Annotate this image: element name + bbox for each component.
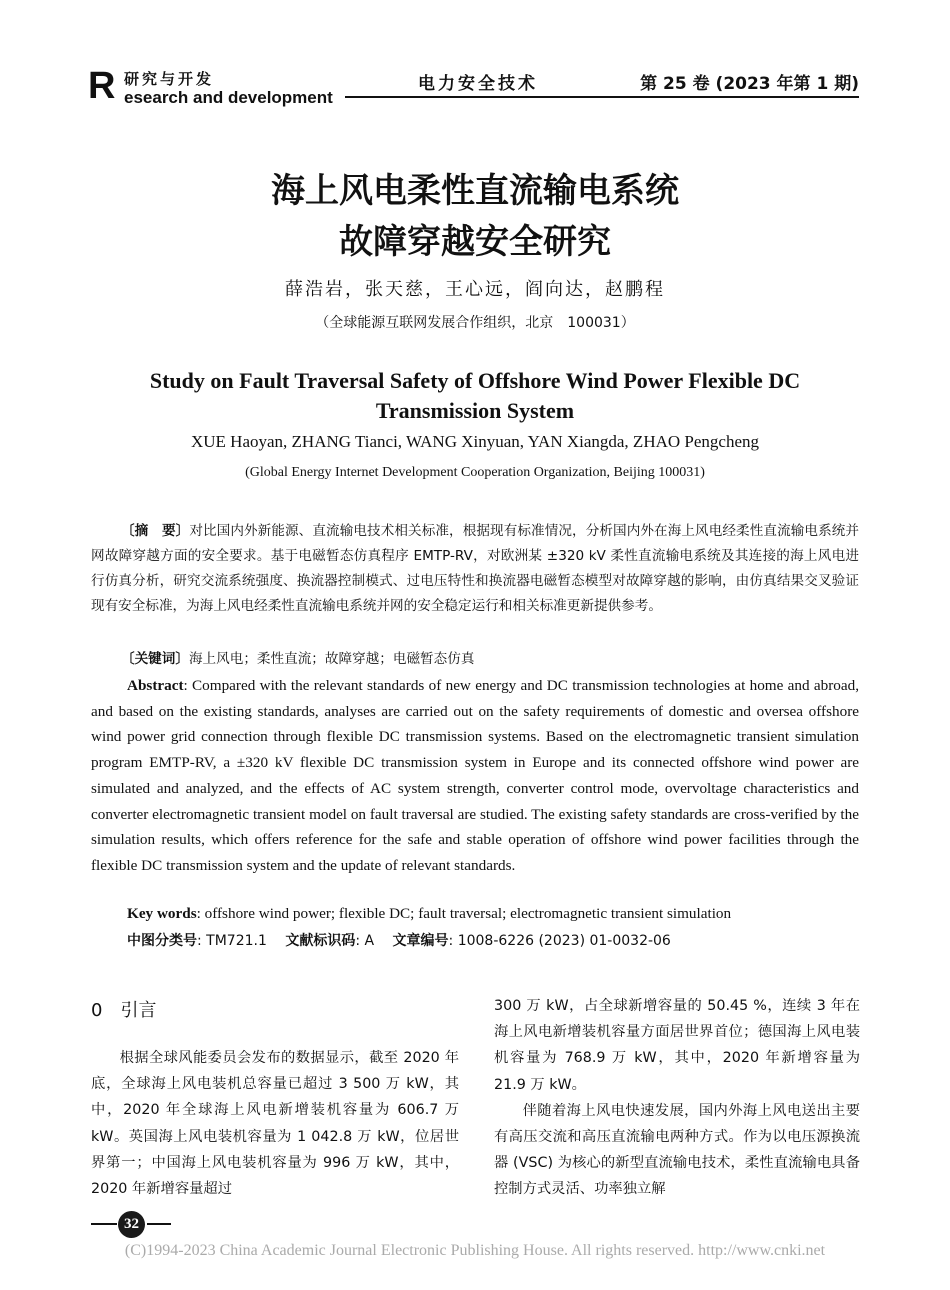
issue-info: 第 25 卷 (2023 年第 1 期): [640, 74, 859, 94]
abstract-en-text: : Compared with the relevant standards of new energy and DC transmission technologies at home and abroad, and based on the existing standards, analyses are carried out on the safety requirements of domestic and oversea offshore wind power grid connection through flexible DC transmission systems. Based on the electromagnetic transient simulation program EMTP-RV, a ±320 kV flexible DC transmission system in Europe and its connected offshore wind power are simulated and analyzed, and the effects of AC system strength, converter control mode, overvoltage characteristics and converter electromagnetic transient model on fault traversal are studied. The existing safety standards are cross-verified by the simulation results, which offers reference for the safe and stable operation of offshore wind power facilities through the flexible DC transmission system and the update of relevant standards.: [91, 677, 859, 874]
page-number-rule-right: [147, 1223, 171, 1225]
abstract-en: [91, 673, 859, 879]
body-paragraph: 300 万 kW，占全球新增容量的 50.45 %，连续 3 年在海上风电新增装机容量方面居世界首位；德国海上风电装机容量为 768.9 万 kW，其中，2020 年新增容量为 21.9 万 kW。: [494, 998, 860, 1093]
doc-code-value: : A: [355, 933, 375, 949]
title-cn-line-1: 海上风电柔性直流输电系统: [271, 171, 679, 211]
section-label-en: esearch and development: [124, 88, 333, 107]
doc-code-label: 文献标识码: [285, 933, 356, 949]
journal-name: 电力安全技术: [418, 74, 538, 94]
section-title: 引言: [120, 1000, 157, 1021]
title-en-line-1: Study on Fault Traversal Safety of Offshore Wind Power Flexible DC: [149, 368, 801, 393]
keywords-cn: [91, 647, 859, 672]
body-paragraph: 伴随着海上风电快速发展，国内外海上风电送出主要有高压交流和高压直流输电两种方式。作为以电压源换流器 (VSC) 为核心的新型直流输电技术，柔性直流输电具备控制方式灵活、功率独立解: [494, 1102, 860, 1198]
page-number-rule-left: [91, 1223, 117, 1225]
keywords-cn-label: 〔关键词〕: [121, 651, 189, 667]
authors-en: XUE Haoyan, ZHANG Tianci, WANG Xinyuan, YAN Xiangda, ZHAO Pengcheng: [190, 432, 759, 451]
section-number: 0: [91, 1000, 103, 1021]
abstract-cn-label: 〔摘 要〕: [121, 523, 190, 539]
keywords-cn-text: 海上风电；柔性直流；故障穿越；电磁暂态仿真: [188, 651, 475, 667]
abstract-cn-text: 对比国内外新能源、直流输电技术相关标准，根据现有标准情况，分析国内外在海上风电经柔性直流输电系统并网故障穿越方面的安全要求。基于电磁暂态仿真程序 EMTP-RV，对欧洲某 ±320 kV 柔性直流输电系统及其连接的海上风电进行仿真分析，研究交流系统强度、换流器控制模式、过电压特性和换流器电磁暂态模型对故障穿越的影响，由仿真结果交叉验证现有安全标准，为海上风电经柔性直流输电系统并网的安全稳定运行和相关标准更新提供参考。: [91, 523, 859, 614]
title-cn-line-2: 故障穿越安全研究: [339, 222, 611, 262]
abstract-en-label: Abstract: [127, 677, 184, 694]
authors-cn: 薛浩岩，张天慈，王心远，阎向达，赵鹏程: [285, 279, 665, 300]
abstract-cn: [91, 519, 859, 619]
body-paragraph: 根据全球风能委员会发布的数据显示，截至 2020 年底，全球海上风电装机总容量已超过 3 500 万 kW，其中，2020 年全球海上风电新增装机容量为 606.7 万 kW。英国海上风电装机容量为 1 042.8 万 kW，位居世界第一；中国海上风电装机容量为 996 万 kW，其中，2020 年新增容量超过: [91, 1050, 459, 1198]
section-logo-letter: R: [88, 65, 116, 107]
affiliation-en: (Global Energy Internet Development Cooperation Organization, Beijing 100031): [245, 465, 705, 480]
page-number: 32: [118, 1211, 145, 1238]
body-left-column: [91, 1045, 459, 1202]
section-heading: [91, 996, 156, 1022]
clc-label: 中图分类号: [127, 933, 197, 949]
article-no-label: 文章编号: [392, 933, 449, 949]
keywords-en-text: : offshore wind power; flexible DC; fault traversal; electromagnetic transient simulation: [196, 905, 732, 922]
keywords-en: [127, 905, 731, 923]
article-no-value: : 1008-6226 (2023) 01-0032-06: [448, 933, 671, 949]
section-label-cn: 研究与开发: [124, 70, 215, 88]
copyright-footer: (C)1994-2023 China Academic Journal Electronic Publishing House. All rights reserved. http://www.cnki.net: [124, 1242, 826, 1259]
affiliation-cn: （全球能源互联网发展合作组织，北京 100031）: [315, 315, 635, 331]
keywords-en-label: Key words: [127, 905, 197, 922]
body-right-column: [494, 993, 860, 1203]
classification-line: [127, 930, 671, 950]
title-en-line-2: Transmission System: [375, 398, 575, 423]
clc-value: : TM721.1: [197, 933, 267, 949]
header-rule: [345, 96, 859, 98]
